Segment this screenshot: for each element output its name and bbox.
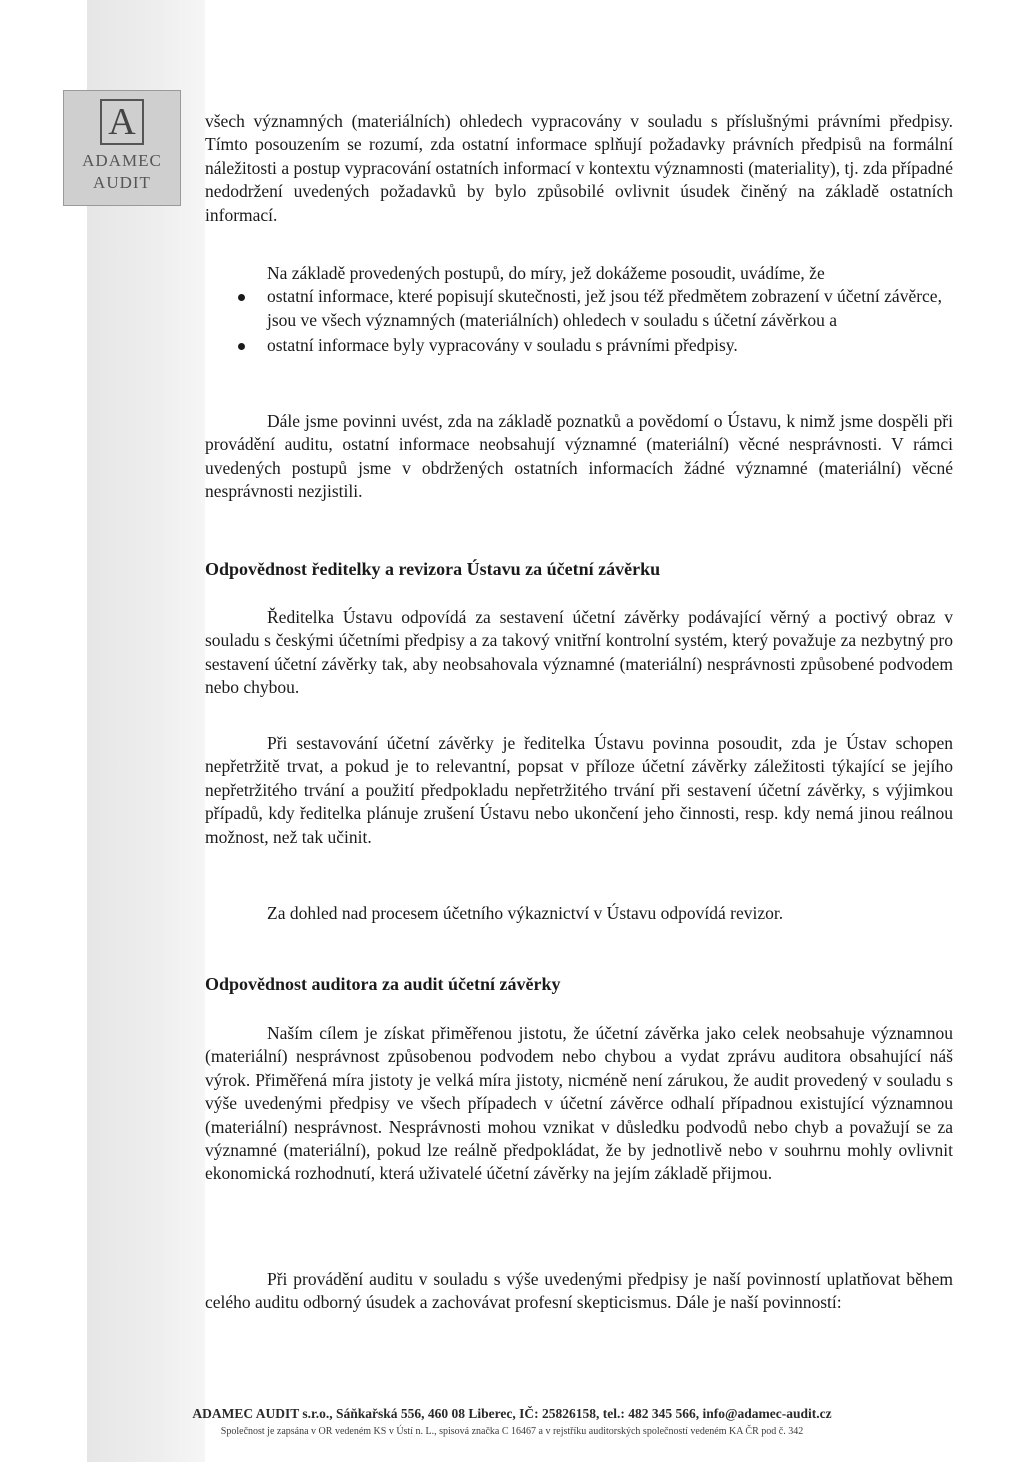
- paragraph-other-info-scope: všech významných (materiálních) ohledech vypracovány v souladu s příslušnými právními předpisy. Tímto posouzením se rozumí, zda ostatní informace splňují požadavky právních předpisů na formální náležitosti a postup vypracování ostatních informací v kontextu významnosti (materiality), tj. zda případné nedodržení uvedených požadavků by bylo způsobilé ovlivnit úsudek činěný na základě ostatních informací.: [205, 111, 953, 225]
- footer-company-info: ADAMEC AUDIT s.r.o., Sáňkařská 556, 460 08 Liberec, IČ: 25826158, tel.: 482 345 566, info@adamec-audit.cz: [192, 1406, 832, 1421]
- paragraph-oversight: Za dohled nad procesem účetního výkaznictví v Ústavu odpovídá revizor.: [267, 903, 784, 923]
- section-heading-auditor-responsibility: Odpovědnost auditora za audit účetní závěrky: [205, 974, 561, 994]
- conclusions-list: [205, 285, 953, 357]
- logo-letter: A: [100, 99, 144, 145]
- paragraph-director-responsibility: Ředitelka Ústavu odpovídá za sestavení účetní závěrky podávající věrný a poctivý obraz v souladu s českými účetními předpisy a za takový vnitřní kontrolní systém, který považuje za nezbytný pro sestavení účetní závěrky tak, aby neobsahovala významné (materiální) nesprávnosti způsobené podvodem nebo chybou.: [205, 607, 953, 698]
- footer-registration-info: Společnost je zapsána v OR vedeném KS v Ústí n. L., spisová značka C 16467 a v rejstříku auditorských společností vedeném KA ČR pod č. 342: [220, 1426, 804, 1437]
- section-heading-management-responsibility: Odpovědnost ředitelky a revizora Ústavu za účetní závěrku: [205, 559, 661, 579]
- paragraph-procedures-intro: Na základě provedených postupů, do míry, jež dokážeme posoudit, uvádíme, že: [267, 263, 825, 283]
- paragraph-no-misstatements: Dále jsme povinni uvést, zda na základě poznatků a povědomí o Ústavu, k nimž jsme dospěli při provádění auditu, ostatní informace neobsahují významné (materiální) věcné nesprávnosti. V rámci uvedených postupů jsme v obdržených ostatních informacích žádné významné (materiální) věcné nesprávnosti nezjistili.: [205, 411, 953, 502]
- sidebar-band: [87, 0, 205, 1462]
- paragraph-professional-judgment: Při provádění auditu v souladu s výše uvedenými předpisy je naší povinností uplatňovat během celého auditu odborný úsudek a zachovávat profesní skepticismus. Dále je naší povinností:: [205, 1269, 953, 1313]
- list-item: ostatní informace byly vypracovány v souladu s právními předpisy.: [205, 334, 953, 357]
- paragraph-audit-objective: Naším cílem je získat přiměřenou jistotu, že účetní závěrka jako celek neobsahuje významnou (materiální) nesprávnost způsobenou podvodem nebo chybou a vydat zprávu auditora obsahující náš výrok. Přiměřená míra jistoty je velká míra jistoty, nicméně není zárukou, že audit provedený v souladu s výše uvedenými předpisy ve všech případech v účetní závěrce odhalí případnou existující významnou (materiální) nesprávnost. Nesprávnosti mohou vznikat v důsledku podvodů nebo chyb a považují se za významné (materiální), pokud lze reálně předpokládat, že by jednotlivě nebo v souhrnu mohly ovlivnit ekonomická rozhodnutí, která uživatelé účetní závěrky na jejím základě přijmou.: [205, 1023, 953, 1184]
- company-logo: [63, 90, 181, 206]
- logo-line-1: ADAMEC: [82, 151, 162, 170]
- list-item: ostatní informace, které popisují skutečnosti, jež jsou též předmětem zobrazení v účetní závěrce, jsou ve všech významných (materiálních) ohledech v souladu s účetní závěrkou a: [205, 285, 953, 332]
- logo-line-2: AUDIT: [93, 173, 151, 192]
- paragraph-going-concern: Při sestavování účetní závěrky je ředitelka Ústavu povinna posoudit, zda je Ústav schopen nepřetržitě trvat, a pokud je to relevantní, popsat v příloze účetní závěrky záležitosti týkající se jejího nepřetržitého trvání a použití předpokladu nepřetržitého trvání při sestavení účetní závěrky, s výjimkou případů, kdy ředitelka plánuje zrušení Ústavu nebo ukončení jeho činnosti, resp. kdy nemá jinou reálnou možnost, než tak učinit.: [205, 733, 953, 847]
